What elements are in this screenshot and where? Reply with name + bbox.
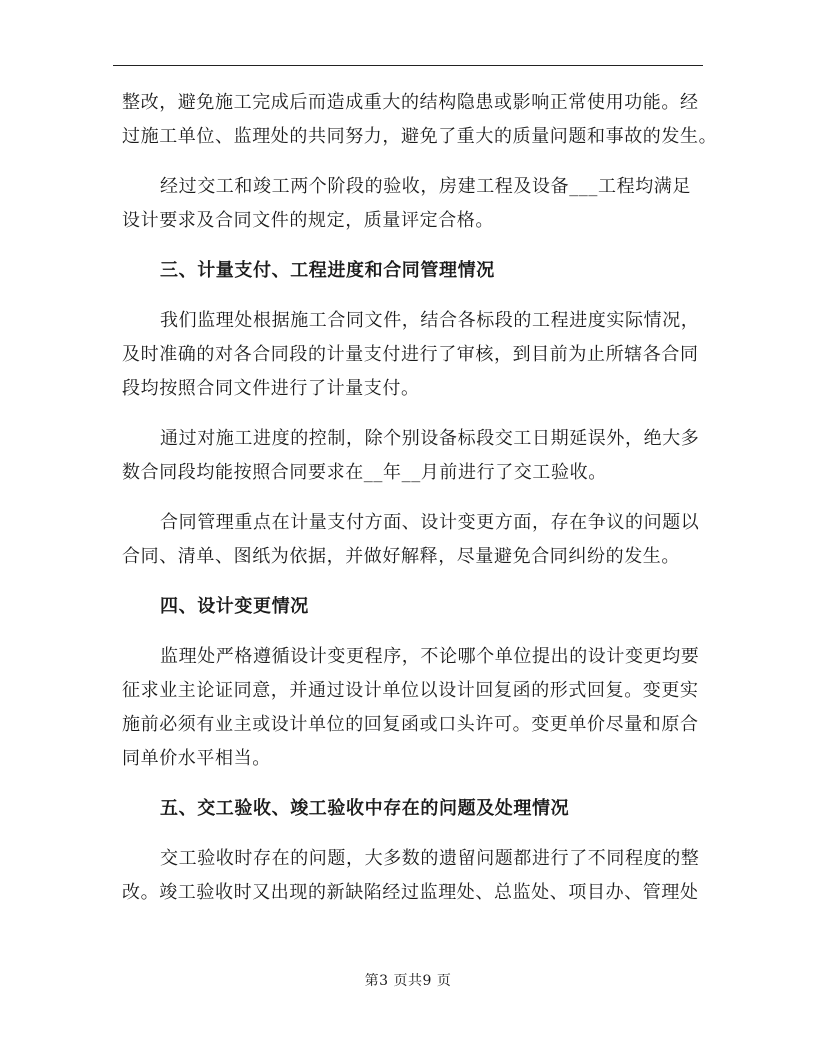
paragraph-line: 征求业主论证同意，并通过设计单位以设计回复函的形式回复。变更实 xyxy=(122,680,699,701)
section-heading: 五、交工验收、竣工验收中存在的问题及处理情况 xyxy=(160,798,570,819)
paragraph-line: 改。竣工验收时又出现的新缺陷经过监理处、总监处、项目办、管理处 xyxy=(122,882,699,903)
paragraph-line: 同单价水平相当。 xyxy=(122,748,271,769)
paragraph-line: 经过交工和竣工两个阶段的验收，房建工程及设备___工程均满足 xyxy=(160,176,691,197)
paragraph xyxy=(122,842,702,910)
paragraph-line: 合同管理重点在计量支付方面、设计变更方面，存在争议的问题以 xyxy=(160,512,700,533)
paragraph-line: 数合同段均能按照合同要求在__年__月前进行了交工验收。 xyxy=(122,462,607,483)
paragraph xyxy=(122,304,702,406)
paragraph-line: 施前必须有业主或设计单位的回复函或口头许可。变更单价尽量和原合 xyxy=(122,714,699,735)
paragraph-line: 整改，避免施工完成后而造成重大的结构隐患或影响正常使用功能。经 xyxy=(122,92,699,113)
section-heading: 四、设计变更情况 xyxy=(160,596,309,617)
paragraph xyxy=(122,86,718,154)
paragraph-line: 及时准确的对各合同段的计量支付进行了审核，到目前为止所辖各合同 xyxy=(122,344,699,365)
paragraph xyxy=(122,170,702,238)
paragraph xyxy=(122,506,702,574)
paragraph-line: 通过对施工进度的控制，除个别设备标段交工日期延误外，绝大多 xyxy=(160,428,700,449)
section-heading: 三、计量支付、工程进度和合同管理情况 xyxy=(160,260,495,281)
paragraph xyxy=(122,422,702,490)
paragraph-line: 交工验收时存在的问题，大多数的遗留问题都进行了不同程度的整 xyxy=(160,848,700,869)
paragraph-line: 合同、清单、图纸为依据，并做好解释，尽量避免合同纠纷的发生。 xyxy=(122,546,680,567)
paragraph-line: 段均按照合同文件进行了计量支付。 xyxy=(122,378,420,399)
paragraph xyxy=(122,640,702,776)
paragraph-line: 监理处严格遵循设计变更程序，不论哪个单位提出的设计变更均要 xyxy=(160,646,700,667)
paragraph-line: 设计要求及合同文件的规定，质量评定合格。 xyxy=(122,210,494,231)
page-number: 第3 页共9 页 xyxy=(364,973,452,989)
paragraph-line: 过施工单位、监理处的共同努力，避免了重大的质量问题和事故的发生。 xyxy=(122,126,718,147)
header-rule xyxy=(113,65,703,66)
document-body xyxy=(122,86,718,926)
paragraph-line: 我们监理处根据施工合同文件，结合各标段的工程进度实际情况， xyxy=(160,310,700,331)
